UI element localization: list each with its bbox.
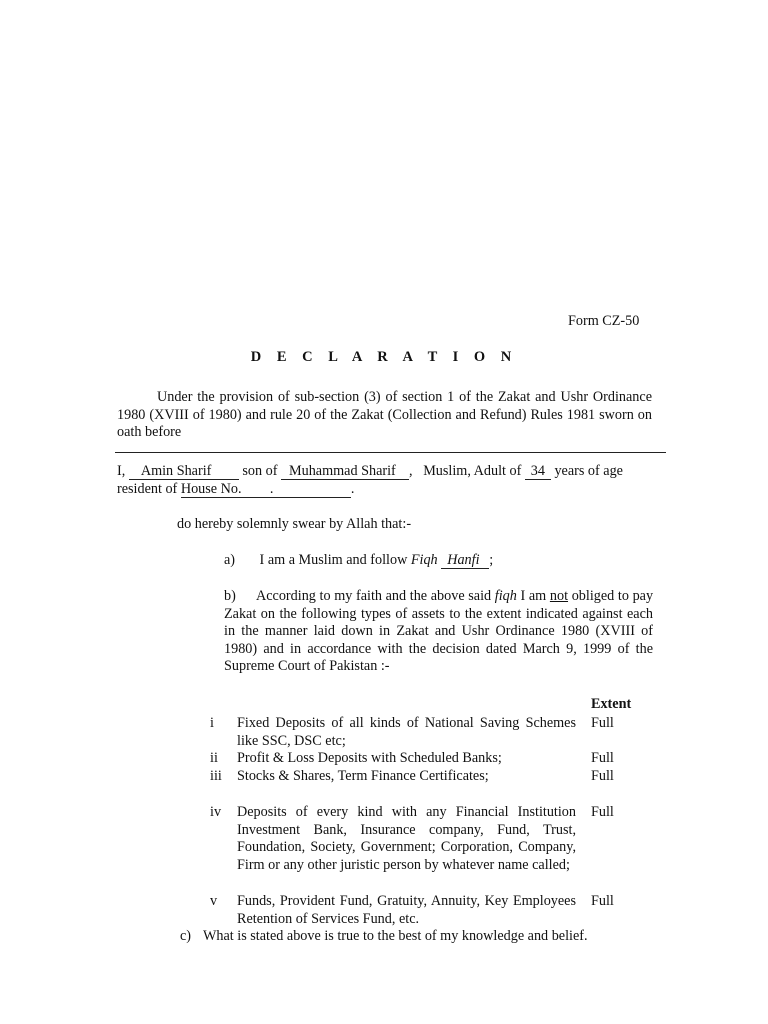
item-a-end: ; (489, 552, 494, 568)
item-extent: Full (591, 893, 614, 909)
declarant-name-field[interactable]: Amin Sharif (129, 464, 239, 480)
item-text: Profit & Loss Deposits with Scheduled Banks; (237, 750, 502, 766)
form-number: Form CZ-50 (568, 313, 640, 329)
resident-label: resident of (117, 481, 178, 497)
fiqh-word: Fiqh (410, 552, 438, 568)
item-a-text: I am a Muslim and follow (259, 552, 408, 568)
item-b-text-2: I am (520, 588, 547, 604)
item-extent: Full (591, 715, 614, 731)
swear-text: do hereby solemnly swear by Allah that:- (177, 516, 412, 532)
declarant-line (117, 463, 623, 481)
item-b-text-1: According to my faith and the above said (256, 588, 492, 604)
item-number: iv (210, 804, 222, 820)
item-extent: Full (591, 768, 614, 784)
item-text: Stocks & Shares, Term Finance Certificates; (237, 768, 489, 784)
fiqh-field[interactable]: Hanfi (441, 553, 489, 569)
item-c-text: What is stated above is true to the best of my knowledge and belief. (203, 928, 588, 944)
prefix: I, (117, 463, 126, 479)
item-b-label: b) (224, 588, 236, 604)
fiqh-word-b: fiqh (494, 588, 517, 604)
item-number: ii (210, 750, 218, 766)
item-c-label: c) (180, 928, 192, 944)
item-b (224, 588, 653, 676)
item-number: iii (210, 768, 222, 784)
muslim-adult-label: , Muslim, Adult of (409, 463, 522, 479)
residence-line (117, 481, 354, 499)
item-extent: Full (591, 750, 614, 766)
residence-field[interactable]: House No. . (181, 482, 351, 498)
son-of-label: son of (242, 463, 278, 479)
item-b-text-3: obliged to pay Zakat on the following types of assets to the extent indicated against each in the manner laid down in Zakat and Ushr Ordinance 1980 (XVIII of 1980) and in accordance with the decision dated March 9, 1999 of the Supreme Court of Pakistan :- (224, 588, 654, 674)
item-text: Fixed Deposits of all kinds of National Saving Schemes like SSC, DSC etc; (237, 715, 576, 749)
residence-end: . (350, 481, 355, 497)
item-c (180, 928, 588, 946)
item-text: Deposits of every kind with any Financial Institution Investment Bank, Insurance company, Fund, Trust, Foundation, Society, Government; Corporation, Company, Firm or any other juristic person by whatever name called; (237, 804, 576, 873)
signature-line (115, 452, 666, 453)
not-word: not (549, 588, 569, 604)
father-name-field[interactable]: Muhammad Sharif (281, 464, 409, 480)
item-a (224, 552, 493, 570)
item-number: i (210, 715, 214, 731)
item-text: Funds, Provident Fund, Gratuity, Annuity, Key Employees Retention of Services Fund, etc. (237, 893, 576, 927)
extent-header: Extent (591, 696, 632, 712)
age-field[interactable]: 34 (525, 464, 551, 480)
item-a-label: a) (224, 552, 236, 568)
years-label: years of age (554, 463, 623, 479)
item-extent: Full (591, 804, 614, 820)
intro-paragraph: Under the provision of sub-section (3) of section 1 of the Zakat and Ushr Ordinance 1980 (XVIII of 1980) and rule 20 of the Zakat (Collection and Refund) Rules 1981 sworn on oath before (117, 389, 652, 440)
item-number: v (210, 893, 218, 909)
page-title: D E C L A R A T I O N (250, 349, 518, 365)
